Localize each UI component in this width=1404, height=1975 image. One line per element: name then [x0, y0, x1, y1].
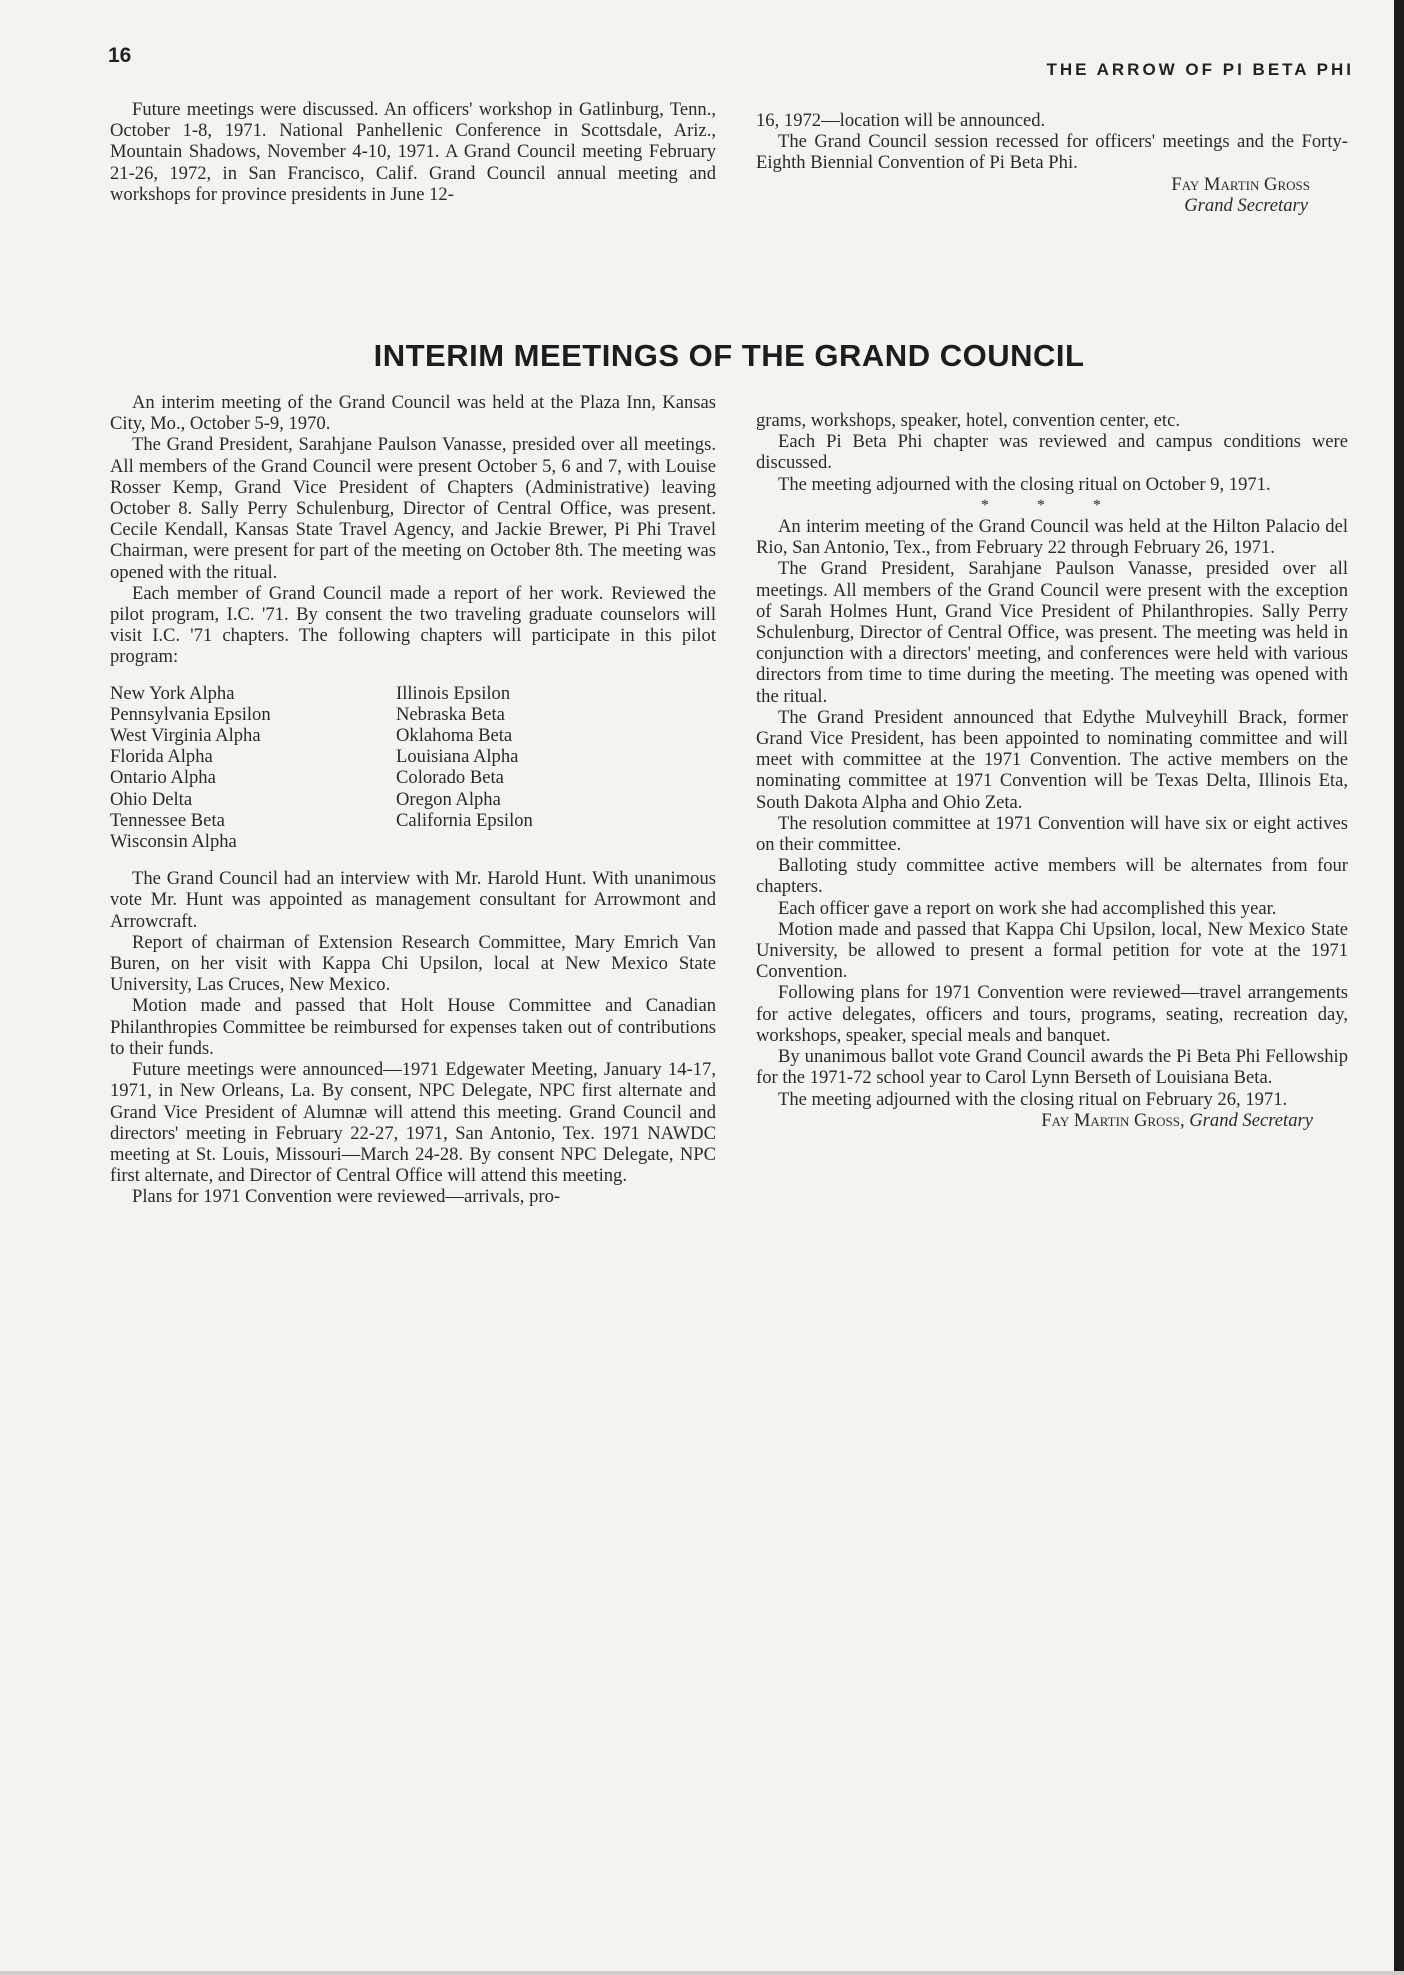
chapter-name: California Epsilon — [396, 809, 533, 831]
paragraph: Balloting study committee active members will be alternates from four chapters. — [756, 855, 1348, 898]
chapter-list-col1 — [110, 683, 396, 853]
paragraph: Future meetings were discussed. An officers' workshop in Gatlinburg, Tenn., October 1-8, 1971. National Panhellenic Conference in Scottsdale, Ariz., Mountain Shadows, November 4-10, 1971. A Grand Council meeting February 21-26, 1972, in San Francisco, Calif. Grand Council annual meeting and workshops for province presidents in June 12- — [110, 99, 716, 205]
paragraph: Motion made and passed that Holt House Committee and Canadian Philanthropies Committee be reimbursed for expenses taken out of contributions to their funds. — [110, 995, 716, 1059]
chapter-list — [110, 683, 716, 853]
left-paragraphs — [110, 392, 716, 668]
paragraph: The resolution committee at 1971 Convention will have six or eight actives on their committee. — [756, 812, 1348, 856]
chapter-name: Wisconsin Alpha — [110, 831, 237, 853]
chapter-name: Tennessee Beta — [110, 809, 225, 831]
paragraph: grams, workshops, speaker, hotel, convention center, etc. — [756, 410, 1180, 431]
section-separator: * * * — [981, 496, 1123, 514]
top-right-column — [756, 110, 1348, 216]
paragraph: 16, 1972—location will be announced. — [756, 110, 1046, 131]
paragraph: The meeting adjourned with the closing ritual on February 26, 1971. — [778, 1088, 1288, 1110]
article-left-column — [110, 392, 716, 1208]
signature-title: Grand Secretary — [1184, 194, 1308, 216]
paragraph: The Grand Council session recessed for officers' meetings and the Forty-Eighth Biennial Convention of Pi Beta Phi. — [756, 131, 1348, 174]
chapter-list-col2 — [396, 683, 716, 853]
paragraph: The Grand President announced that Edythe Mulveyhill Brack, former Grand Vice President, has been appointed to nominating committee and will meet with committee at the 1971 Convention. The active members on the nominating committee at 1971 Convention will be Texas Delta, Illinois Eta, South Dakota Alpha and Ohio Zeta. — [756, 706, 1348, 813]
paragraph: An interim meeting of the Grand Council was held at the Plaza Inn, Kansas City, Mo., October 5-9, 1970. — [110, 392, 716, 435]
paragraph: Following plans for 1971 Convention were reviewed—travel arrangements for active delegates, officers and tours, programs, seating, recreation day, workshops, speaker, special meals and banquet. — [756, 982, 1348, 1046]
paragraph: Motion made and passed that Kappa Chi Upsilon, local, New Mexico State University, be allowed to present a formal petition for vote at the 1971 Convention. — [756, 918, 1348, 983]
paragraph: An interim meeting of the Grand Council was held at the Hilton Palacio del Rio, San Antonio, Tex., from February 22 through February 26, 1971. — [756, 516, 1348, 559]
left-paragraphs-after — [110, 868, 716, 1207]
running-title: THE ARROW OF PI BETA PHI — [1046, 60, 1354, 79]
paragraph: Each Pi Beta Phi chapter was reviewed and campus conditions were discussed. — [756, 431, 1348, 474]
paragraph: The meeting adjourned with the closing ritual on October 9, 1971. — [778, 473, 1271, 495]
chapter-name: Ohio Delta — [110, 788, 193, 810]
paragraph: The Grand President, Sarahjane Paulson Vanasse, presided over all meetings. All members of the Grand Council were present with the exception of Sarah Holmes Hunt, Grand Vice President of Philanthropies. Sally Perry Schulenburg, Director of Central Office, was present. The meeting was held in conjunction with a directors' meeting, and conferences were held with various directors from time to time during the meeting. The meeting was opened with the ritual. — [756, 558, 1348, 707]
paragraph: The Grand President, Sarahjane Paulson Vanasse, presided over all meetings. All members of the Grand Council were present October 5, 6 and 7, with Louise Rosser Kemp, Grand Vice President of Chapters (Administrative) leaving October 8. Sally Perry Schulenburg, Director of Central Office, was present. Cecile Kendall, Kansas State Travel Agency, and Jackie Brewer, Pi Phi Travel Chairman, were present for part of the meeting on October 8th. The meeting was opened with the ritual. — [110, 434, 716, 583]
signature-title: Grand Secretary — [1189, 1109, 1313, 1131]
chapter-name: Louisiana Alpha — [396, 746, 519, 768]
signature-name: Fay Martin Gross — [1171, 173, 1310, 195]
chapter-name: Oregon Alpha — [396, 788, 501, 810]
top-left-column — [110, 99, 716, 205]
chapter-name: Pennsylvania Epsilon — [110, 703, 271, 725]
right-paragraphs-first — [756, 410, 1348, 495]
scan-bottom-edge — [0, 1971, 1404, 1975]
paragraph: Report of chairman of Extension Research Committee, Mary Emrich Van Buren, on her visit with Kappa Chi Upsilon, local at New Mexico State University, Las Cruces, New Mexico. — [110, 931, 716, 996]
chapter-name: Ontario Alpha — [110, 767, 216, 789]
final-signature: Fay Martin Gross, Grand Secretary — [1041, 1109, 1313, 1131]
paragraph: Future meetings were announced—1971 Edgewater Meeting, January 14-17, 1971, in New Orleans, La. By consent, NPC Delegate, NPC first alternate and Grand Vice President of Alumnæ will attend this meeting. Grand Council and directors' meeting in February 22-27, 1971, San Antonio, Tex. 1971 NAWDC meeting at St. Louis, Missouri—March 24-28. By consent NPC Delegate, NPC first alternate, and Director of Central Office will attend this meeting. — [110, 1059, 716, 1187]
paragraph: Each officer gave a report on work she had accomplished this year. — [778, 897, 1277, 919]
right-paragraphs-second — [756, 516, 1348, 1110]
chapter-name: Florida Alpha — [110, 746, 213, 768]
signature-name: Fay Martin Gross — [1041, 1109, 1180, 1131]
page-number: 16 — [108, 44, 132, 67]
paragraph: Each member of Grand Council made a report of her work. Reviewed the pilot program, I.C. '71. By consent the two traveling graduate counselors will visit I.C. '71 chapters. The following chapters will participate in this pilot program: — [110, 582, 716, 668]
chapter-name: Nebraska Beta — [396, 703, 505, 725]
chapter-name: New York Alpha — [110, 682, 235, 704]
chapter-name: Illinois Epsilon — [396, 682, 511, 704]
chapter-name: Colorado Beta — [396, 767, 504, 789]
paragraph: Plans for 1971 Convention were reviewed—arrivals, pro- — [132, 1186, 561, 1208]
chapter-name: Oklahoma Beta — [396, 725, 513, 747]
article-right-column — [756, 410, 1348, 1131]
scan-edge — [1394, 0, 1404, 1975]
chapter-name: West Virginia Alpha — [110, 725, 261, 747]
article-title: INTERIM MEETINGS OF THE GRAND COUNCIL — [373, 338, 1085, 373]
paragraph: The Grand Council had an interview with Mr. Harold Hunt. With unanimous vote Mr. Hunt was appointed as management consultant for Arrowmont and Arrowcraft. — [110, 868, 716, 932]
paragraph: By unanimous ballot vote Grand Council awards the Pi Beta Phi Fellowship for the 1971-72 school year to Carol Lynn Berseth of Louisiana Beta. — [756, 1046, 1348, 1089]
